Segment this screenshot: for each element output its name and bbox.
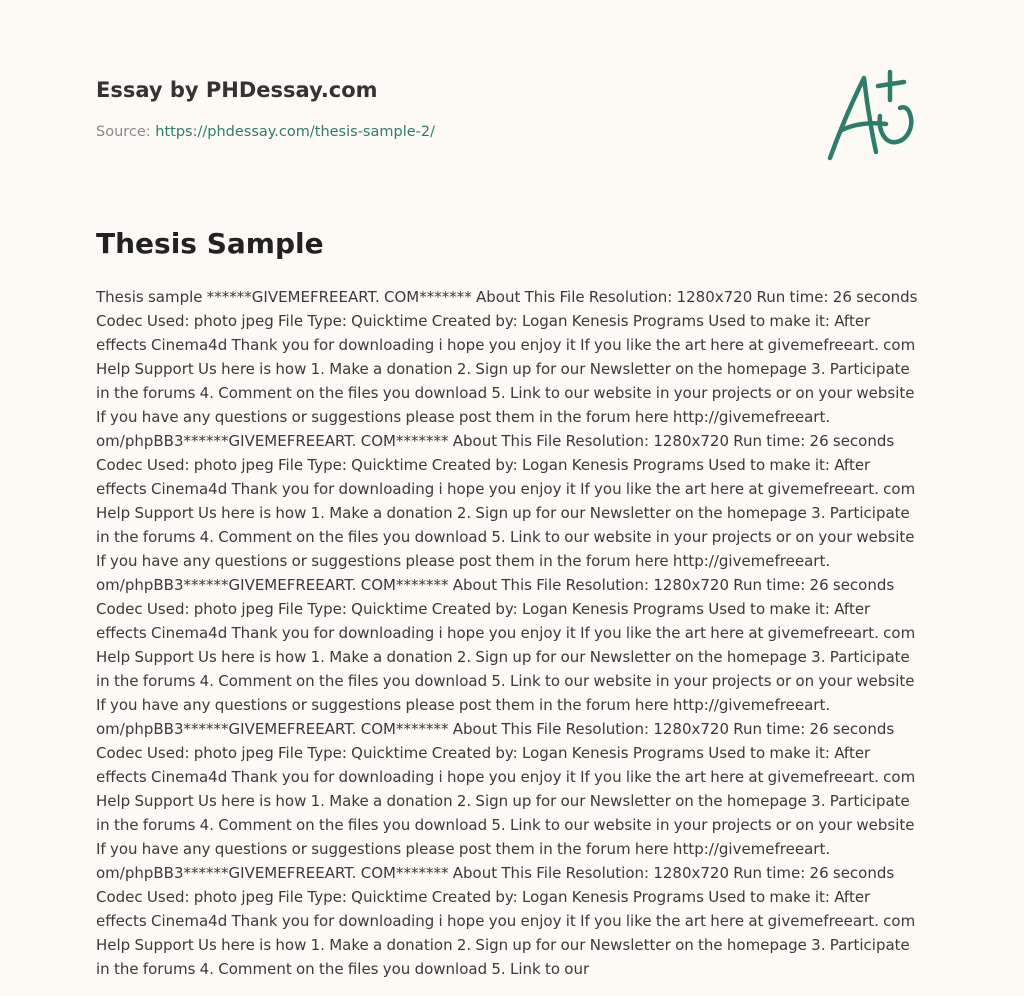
page-header bbox=[96, 76, 796, 142]
document-title: Thesis Sample bbox=[96, 227, 324, 260]
document-body: Thesis sample ******GIVEMEFREEART. COM******* About This File Resolution: 1280x720 Run time: 26 seconds Codec Used: photo jpeg File Type: Quicktime Created by: Logan Kenesis Programs Used to make it: After effects Cinema4d Thank you for downloading i hope you enjoy it If you like the art here at givemefreeart. com Help Support Us here is how 1. Make a donation 2. Sign up for our Newsletter on the homepage 3. Participate in the forums 4. Comment on the files you download 5. Link to our website in your projects or on your website If you have any questions or suggestions please post them in the forum here http://givemefreeart. om/phpBB3******GIVEMEFREEART. COM******* About This File Resolution: 1280x720 Run time: 26 seconds Codec Used: photo jpeg File Type: Quicktime Created by: Logan Kenesis Programs Used to make it: After effects Cinema4d Thank you for downloading i hope you enjoy it If you like the art here at givemefreeart. com Help Support Us here is how 1. Make a donation 2. Sign up for our Newsletter on the homepage 3. Participate in the forums 4. Comment on the files you download 5. Link to our website in your projects or on your website If you have any questions or suggestions please post them in the forum here http://givemefreeart. om/phpBB3******GIVEMEFREEART. COM******* About This File Resolution: 1280x720 Run time: 26 seconds Codec Used: photo jpeg File Type: Quicktime Created by: Logan Kenesis Programs Used to make it: After effects Cinema4d Thank you for downloading i hope you enjoy it If you like the art here at givemefreeart. com Help Support Us here is how 1. Make a donation 2. Sign up for our Newsletter on the homepage 3. Participate in the forums 4. Comment on the files you download 5. Link to our website in your projects or on your website If you have any questions or suggestions please post them in the forum here http://givemefreeart. om/phpBB3******GIVEMEFREEART. COM******* About This File Resolution: 1280x720 Run time: 26 seconds Codec Used: photo jpeg File Type: Quicktime Created by: Logan Kenesis Programs Used to make it: After effects Cinema4d Thank you for downloading i hope you enjoy it If you like the art here at givemefreeart. com Help Support Us here is how 1. Make a donation 2. Sign up for our Newsletter on the homepage 3. Participate in the forums 4. Comment on the files you download 5. Link to our website in your projects or on your website If you have any questions or suggestions please post them in the forum here http://givemefreeart. om/phpBB3******GIVEMEFREEART. COM******* About This File Resolution: 1280x720 Run time: 26 seconds Codec Used: photo jpeg File Type: Quicktime Created by: Logan Kenesis Programs Used to make it: After effects Cinema4d Thank you for downloading i hope you enjoy it If you like the art here at givemefreeart. com Help Support Us here is how 1. Make a donation 2. Sign up for our Newsletter on the homepage 3. Participate in the forums 4. Comment on the files you download 5. Link to our bbox=[96, 288, 918, 978]
source-line bbox=[96, 122, 796, 142]
source-link[interactable]: https://phdessay.com/thesis-sample-2/ bbox=[155, 124, 435, 140]
a-plus-grade-icon bbox=[820, 66, 930, 166]
site-title: Essay by PHDessay.com bbox=[96, 78, 378, 102]
source-label: Source: bbox=[96, 124, 156, 140]
